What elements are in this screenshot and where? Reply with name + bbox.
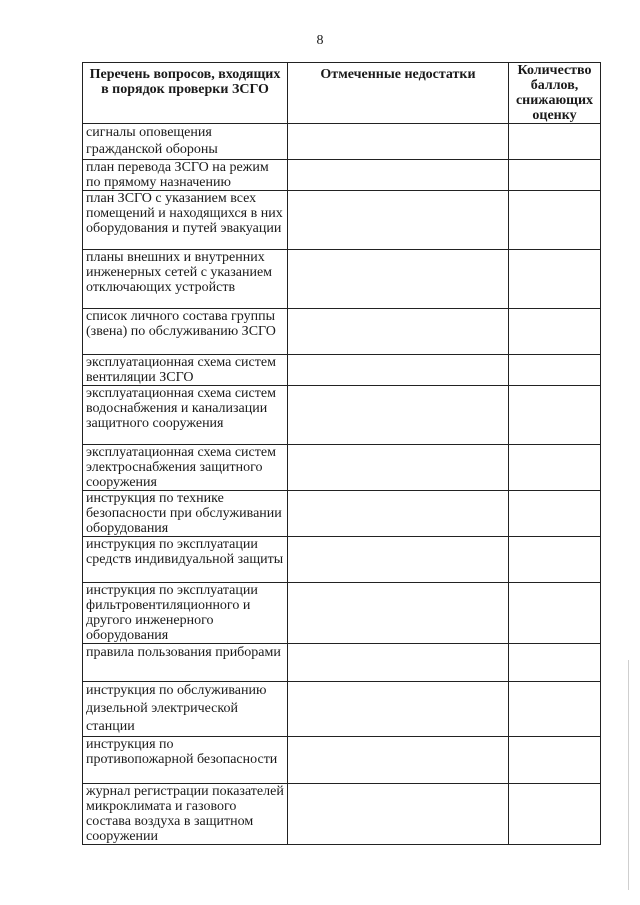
header-questions: Перечень вопросов, входящих в порядок проверки ЗСГО <box>83 63 288 124</box>
table-row <box>83 784 601 845</box>
table-row <box>83 537 601 583</box>
points-cell <box>509 386 601 445</box>
item-cell: правила пользования приборами <box>83 644 288 682</box>
deficiencies-cell <box>288 583 509 644</box>
item-cell: сигналы оповещения гражданской обороны <box>83 124 288 160</box>
deficiencies-cell <box>288 644 509 682</box>
points-cell <box>509 309 601 355</box>
deficiencies-cell <box>288 445 509 491</box>
deficiencies-cell <box>288 537 509 583</box>
points-cell <box>509 445 601 491</box>
deficiencies-cell <box>288 355 509 386</box>
item-cell: инструкция по эксплуатации средств индивидуальной защиты <box>83 537 288 583</box>
deficiencies-cell <box>288 250 509 309</box>
header-points: Количество баллов, снижающих оценку <box>509 63 601 124</box>
deficiencies-cell <box>288 737 509 784</box>
deficiencies-cell <box>288 160 509 191</box>
table-row <box>83 191 601 250</box>
item-cell: журнал регистрации показателей микроклимата и газового состава воздуха в защитном сооружении <box>83 784 288 845</box>
deficiencies-cell <box>288 386 509 445</box>
item-cell: эксплуатационная схема систем вентиляции ЗСГО <box>83 355 288 386</box>
points-cell <box>509 191 601 250</box>
table-row <box>83 737 601 784</box>
table-row <box>83 644 601 682</box>
item-cell: план ЗСГО с указанием всех помещений и находящихся в них оборудования и путей эвакуации <box>83 191 288 250</box>
page-number: 8 <box>316 33 324 48</box>
points-cell <box>509 644 601 682</box>
table-row <box>83 491 601 537</box>
item-cell: инструкция по противопожарной безопасности <box>83 737 288 784</box>
item-cell: список личного состава группы (звена) по обслуживанию ЗСГО <box>83 309 288 355</box>
item-cell: планы внешних и внутренних инженерных сетей с указанием отключающих устройств <box>83 250 288 309</box>
inspection-checklist-table <box>82 62 601 845</box>
deficiencies-cell <box>288 191 509 250</box>
points-cell <box>509 682 601 737</box>
table-row <box>83 160 601 191</box>
table-row <box>83 124 601 160</box>
deficiencies-cell <box>288 309 509 355</box>
points-cell <box>509 784 601 845</box>
table-header-row <box>83 63 601 124</box>
table-row <box>83 682 601 737</box>
points-cell <box>509 737 601 784</box>
points-cell <box>509 160 601 191</box>
deficiencies-cell <box>288 784 509 845</box>
table-row <box>83 250 601 309</box>
scan-edge-line <box>628 660 629 890</box>
points-cell <box>509 537 601 583</box>
item-cell: план перевода ЗСГО на режим по прямому назначению <box>83 160 288 191</box>
points-cell <box>509 124 601 160</box>
deficiencies-cell <box>288 491 509 537</box>
header-deficiencies: Отмеченные недостатки <box>288 63 509 124</box>
points-cell <box>509 250 601 309</box>
item-cell: инструкция по обслуживанию дизельной электрической станции <box>83 682 288 737</box>
points-cell <box>509 491 601 537</box>
item-cell: эксплуатационная схема систем водоснабжения и канализации защитного сооружения <box>83 386 288 445</box>
item-cell: инструкция по эксплуатации фильтровентиляционного и другого инженерного оборудования <box>83 583 288 644</box>
table-row <box>83 445 601 491</box>
table-row <box>83 355 601 386</box>
points-cell <box>509 355 601 386</box>
table-row <box>83 386 601 445</box>
table-row <box>83 309 601 355</box>
item-cell: эксплуатационная схема систем электроснабжения защитного сооружения <box>83 445 288 491</box>
deficiencies-cell <box>288 682 509 737</box>
table-row <box>83 583 601 644</box>
item-cell: инструкция по технике безопасности при обслуживании оборудования <box>83 491 288 537</box>
deficiencies-cell <box>288 124 509 160</box>
points-cell <box>509 583 601 644</box>
